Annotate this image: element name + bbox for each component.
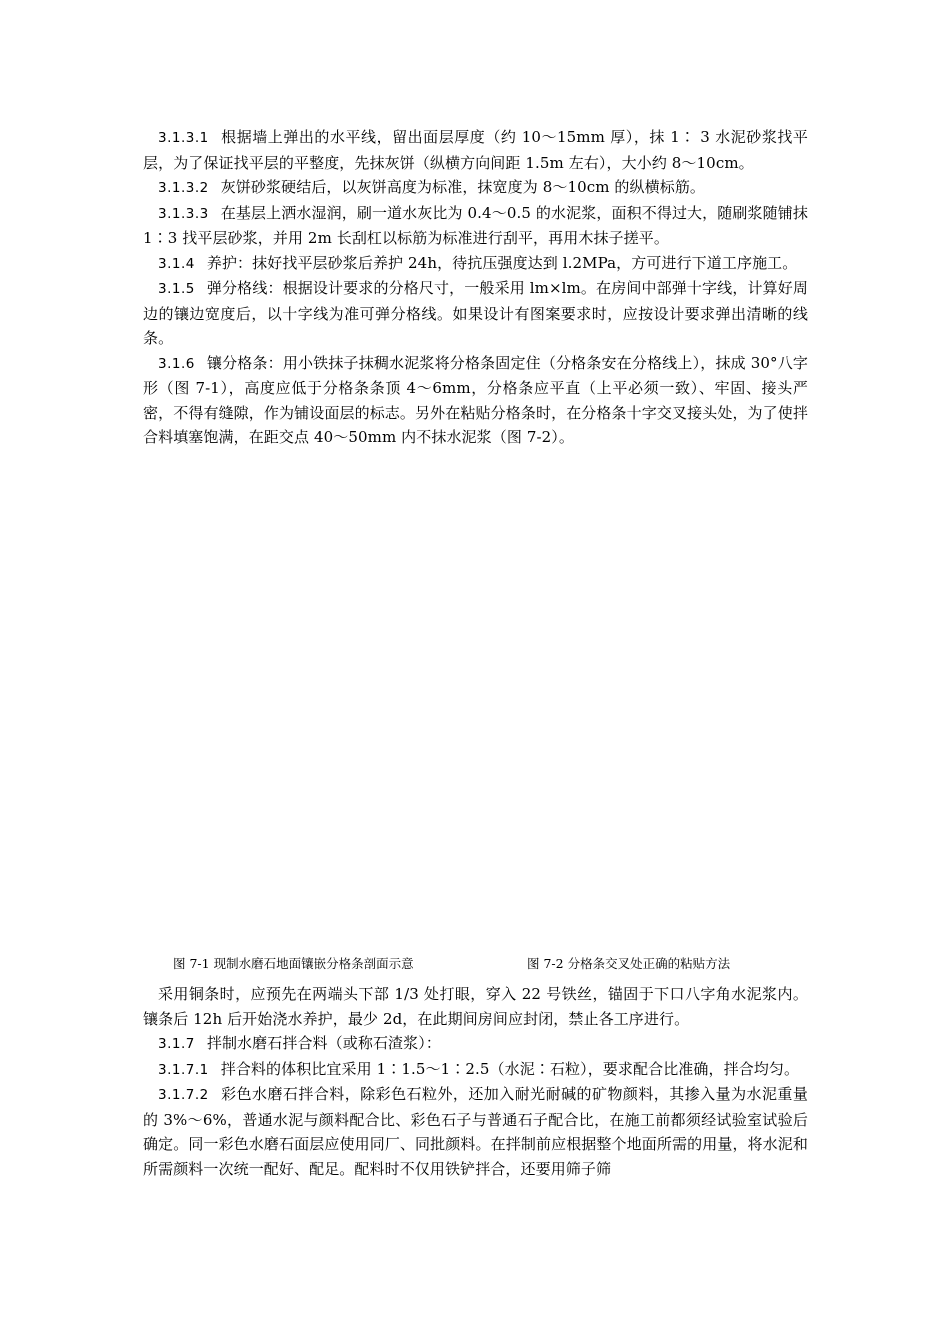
paragraph-3-1-5: [143, 276, 808, 351]
paragraph-text: 弹分格线：根据设计要求的分格尺寸，一般采用 lm×lm。在房间中部弹十字线，计算好周边的镶边宽度后，以十字线为准可弹分格线。如果设计有图案要求时，应按设计要求弹出清晰的线条。: [143, 279, 808, 347]
bottom-text-block: [143, 982, 808, 1181]
paragraph-text: 镶分格条：用小铁抹子抹稠水泥浆将分格条固定住（分格条安在分格线上），抹成 30°八字形（图 7-1），高度应低于分格条条顶 4～6mm，分格条应平直（上平必须一致）、牢固、接头严密，不得有缝隙，作为铺设面层的标志。另外在粘贴分格条时，在分格条十字交叉接头处，为了使拌合料填塞饱满，在距交点 40～50mm 内不抹水泥浆（图 7-2）。: [143, 353, 808, 446]
paragraph-text: 彩色水磨石拌合料，除彩色石粒外，还加入耐光耐碱的矿物颜料，其掺入量为水泥重量的 3%～6%，普通水泥与颜料配合比、彩色石子与普通石子配合比，在施工前都须经试验室试验后确定。同一彩色水磨石面层应使用同厂、同批颜料。在拌制前应根据整个地面所需的用量，将水泥和所需颜料一次统一配好、配足。配料时不仅用铁铲拌合，还要用筛子筛: [143, 1085, 808, 1178]
section-number: 3.1.7: [158, 1036, 195, 1052]
section-number: 3.1.7.1: [158, 1061, 209, 1078]
paragraph-3-1-7-1: [143, 1057, 808, 1083]
paragraph-3-1-7-2: [143, 1082, 808, 1181]
paragraph-text: 养护：抹好找平层砂浆后养护 24h，待抗压强度达到 l.2MPa，方可进行下道工序施工。: [206, 253, 798, 272]
paragraph-copper-strip: [143, 982, 808, 1031]
section-number: 3.1.3.1: [158, 130, 209, 146]
paragraph-text: 根据墙上弹出的水平线，留出面层厚度（约 10～15mm 厚），抹 1∶ 3 水泥砂浆找平层，为了保证找平层的平整度，先抹灰饼（纵横方向间距 1.5m 左右），大小约 8～10cm。: [143, 128, 808, 172]
section-number: 3.1.7.2: [158, 1087, 209, 1103]
figure-7-2-caption: 图 7-2 分格条交叉处正确的粘贴方法: [527, 956, 731, 971]
section-number: 3.1.3.3: [158, 205, 209, 222]
paragraph-text: 在基层上洒水湿润，刷一道水灰比为 0.4～0.5 的水泥浆，面积不得过大，随刷浆随铺抹 1∶3 找平层砂浆，并用 2m 长刮杠以标筋为标准进行刮平，再用木抹子搓平。: [143, 203, 808, 247]
section-number: 3.1.5: [158, 281, 195, 297]
paragraph-3-1-7: [143, 1031, 808, 1057]
paragraph-3-1-3-2: [143, 175, 808, 201]
figure-area: [143, 470, 808, 940]
section-number: 3.1.4: [158, 255, 195, 272]
paragraph-text: 灰饼砂浆硬结后，以灰饼高度为标准，抹宽度为 8～10cm 的纵横标筋。: [220, 178, 706, 196]
paragraph-text: 拌制水磨石拌合料（或称石渣浆）：: [206, 1034, 441, 1052]
figure-7-1-caption: 图 7-1 现制水磨石地面镶嵌分格条剖面示意: [173, 956, 414, 971]
paragraph-3-1-6: [143, 351, 808, 450]
paragraph-3-1-3-1: [143, 125, 808, 175]
paragraph-3-1-4: [143, 251, 808, 277]
section-number: 3.1.6: [158, 355, 195, 372]
paragraph-3-1-3-3: [143, 201, 808, 251]
paragraph-text: 采用铜条时，应预先在两端头下部 1/3 处打眼，穿入 22 号铁丝，锚固于下口八字角水泥浆内。镶条后 12h 后开始浇水养护，最少 2d，在此期间房间应封闭，禁止各工序进行。: [143, 985, 808, 1028]
paragraph-text: 拌合料的体积比宜采用 1∶1.5～1∶2.5（水泥∶石粒），要求配合比准确，拌合均匀。: [220, 1059, 800, 1078]
section-number: 3.1.3.2: [158, 180, 209, 196]
top-text-block: [143, 125, 808, 450]
